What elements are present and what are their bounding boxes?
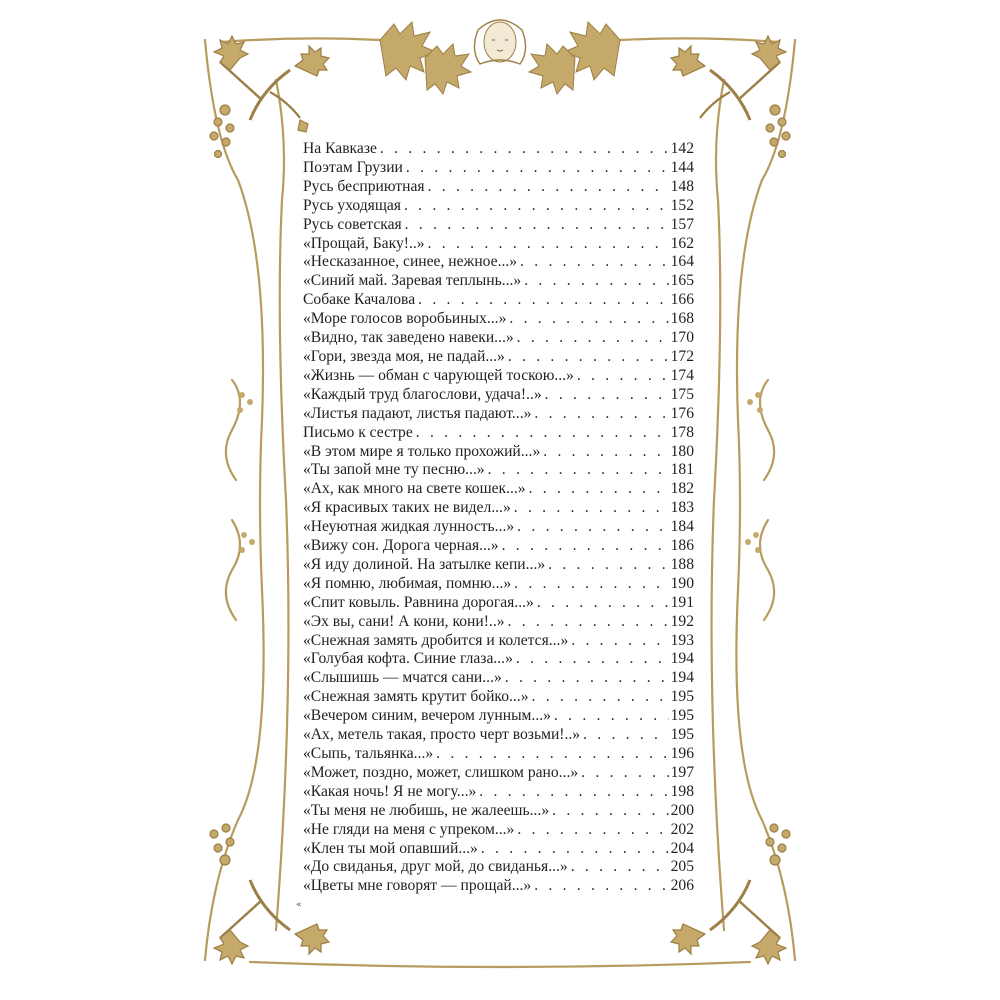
toc-dot-leader <box>524 272 668 291</box>
toc-entry-page-number: 168 <box>670 310 694 328</box>
toc-entry-page-number: 148 <box>670 177 694 195</box>
toc-dot-leader <box>534 405 668 424</box>
toc-dot-leader <box>532 688 669 707</box>
toc-entry <box>303 575 694 594</box>
toc-entry-title: «Снежная замять крутит бойко...» <box>303 688 529 706</box>
toc-entry-title: «Слышишь — мчатся сани...» <box>303 669 502 687</box>
toc-dot-leader <box>545 386 669 405</box>
toc-entry <box>303 329 694 348</box>
toc-entry-page-number: 181 <box>670 461 694 479</box>
toc-dot-leader <box>517 518 668 537</box>
toc-entry-title: «Синий май. Заревая теплынь...» <box>303 272 522 290</box>
toc-entry-title: «В этом мире я только прохожий...» <box>303 442 541 460</box>
toc-entry <box>303 877 694 896</box>
toc-dot-leader <box>571 632 668 651</box>
toc-entry-page-number: 142 <box>670 140 694 157</box>
toc-entry-page-number: 196 <box>670 745 694 762</box>
toc-entry-page-number: 205 <box>670 858 694 876</box>
toc-entry-title: «Я красивых таких не видел...» <box>303 499 511 517</box>
toc-entry <box>303 405 694 424</box>
toc-entry-page-number: 188 <box>670 555 694 573</box>
toc-entry <box>303 707 694 726</box>
toc-entry <box>303 858 694 877</box>
toc-entry <box>303 783 694 802</box>
toc-entry-title: «Ты меня не любишь, не жалеешь...» <box>303 801 550 819</box>
toc-entry-title: Поэтам Грузии <box>303 158 403 176</box>
toc-entry-title: «Какая ночь! Я не могу...» <box>303 782 477 800</box>
toc-entry-title: «Видно, так заведено навеки...» <box>303 329 514 347</box>
right-inner-border <box>712 80 724 930</box>
left-inner-border <box>276 80 288 930</box>
toc-entry-page-number: 178 <box>670 423 694 441</box>
toc-entry-page-number: 176 <box>670 404 694 422</box>
toc-dot-leader <box>583 726 669 745</box>
toc-dot-leader <box>418 291 668 310</box>
toc-entry-page-number: 195 <box>670 688 694 706</box>
toc-entry-title: «Ах, метель такая, просто черт возьми!..» <box>303 726 581 744</box>
toc-entry <box>303 632 694 651</box>
toc-entry <box>303 537 694 556</box>
toc-entry-page-number: 186 <box>670 537 694 555</box>
toc-entry <box>303 802 694 821</box>
toc-entry <box>303 764 694 783</box>
toc-dot-leader <box>514 499 669 518</box>
toc-entry-page-number: 194 <box>670 650 694 668</box>
toc-entry <box>303 291 694 310</box>
toc-entry-title: «Не гляди на меня с упреком...» <box>303 820 515 838</box>
toc-entry-title: «Море голосов воробьиных...» <box>303 310 507 328</box>
toc-entry-page-number: 164 <box>670 253 694 271</box>
toc-entry-page-number: 184 <box>670 518 694 536</box>
toc-entry-title: «Может, поздно, может, слишком рано...» <box>303 763 579 781</box>
toc-entry-title: Русь бесприютная <box>303 177 425 195</box>
right-outer-border <box>736 40 795 960</box>
toc-entry <box>303 499 694 518</box>
toc-entry-title: На Кавказе <box>303 140 377 157</box>
toc-entry-title: «Голубая кофта. Синие глаза...» <box>303 650 513 668</box>
left-outer-border <box>205 40 264 960</box>
toc-entry-page-number: 175 <box>670 385 694 403</box>
toc-dot-leader <box>380 140 669 159</box>
toc-entry-page-number: 197 <box>670 763 694 781</box>
toc-entry <box>303 688 694 707</box>
toc-dot-leader <box>505 669 669 688</box>
toc-dot-leader <box>404 197 669 216</box>
toc-entry-page-number: 166 <box>670 291 694 309</box>
toc-entry-page-number: 193 <box>670 631 694 649</box>
toc-entry-page-number: 182 <box>670 480 694 498</box>
stray-mark: « <box>296 900 302 910</box>
toc-entry-page-number: 183 <box>670 499 694 517</box>
toc-entry-page-number: 192 <box>670 612 694 630</box>
toc-entry <box>303 840 694 859</box>
toc-entry <box>303 594 694 613</box>
toc-entry <box>303 556 694 575</box>
toc-dot-leader <box>514 575 668 594</box>
toc-entry-title: «Неуютная жидкая лунность...» <box>303 518 515 536</box>
toc-entry-title: «Ты запой мне ту песню...» <box>303 461 485 479</box>
toc-entry-title: «Каждый труд благослови, удача!..» <box>303 385 542 403</box>
toc-entry-page-number: 152 <box>670 196 694 214</box>
toc-entry-title: «Прощай, Баку!..» <box>303 234 425 252</box>
toc-dot-leader <box>543 443 668 462</box>
toc-entry-page-number: 180 <box>670 442 694 460</box>
toc-entry-title: «Цветы мне говорят — прощай...» <box>303 877 532 895</box>
toc-entry-title: «Эх вы, сани! А кони, кони!..» <box>303 612 505 630</box>
toc-entry <box>303 272 694 291</box>
top-border-line-right <box>620 38 778 42</box>
toc-entry-title: «Вечером синим, вечером лунным...» <box>303 707 551 725</box>
toc-dot-leader <box>517 821 668 840</box>
toc-entry-page-number: 198 <box>670 782 694 800</box>
toc-entry-title: «Ах, как много на свете кошек...» <box>303 480 526 498</box>
toc-entry-page-number: 202 <box>670 820 694 838</box>
toc-entry-page-number: 174 <box>670 366 694 384</box>
toc-entry <box>303 310 694 329</box>
toc-entry <box>303 367 694 386</box>
toc-entry <box>303 669 694 688</box>
toc-dot-leader <box>571 858 669 877</box>
toc-entry-title: «Спит ковыль. Равнина дорогая...» <box>303 593 534 611</box>
toc-dot-leader <box>436 745 668 764</box>
toc-entry <box>303 424 694 443</box>
toc-entry-page-number: 162 <box>670 234 694 252</box>
toc-entry-title: «Несказанное, синее, нежное...» <box>303 253 518 271</box>
toc-entry-title: «Я иду долиной. На затылке кепи...» <box>303 555 546 573</box>
toc-entry <box>303 650 694 669</box>
toc-entry-page-number: 165 <box>670 272 694 290</box>
toc-entry-title: «Листья падают, листья падают...» <box>303 404 532 422</box>
toc-entry-title: «Я помню, любимая, помню...» <box>303 574 512 592</box>
toc-entry-title: «Гори, звезда моя, не падай...» <box>303 347 505 365</box>
toc-dot-leader <box>552 802 668 821</box>
toc-entry-page-number: 170 <box>670 329 694 347</box>
toc-entry-page-number: 191 <box>670 593 694 611</box>
toc-entry-title: Русь советская <box>303 215 402 233</box>
toc-dot-leader <box>517 329 669 348</box>
toc-dot-leader <box>548 556 668 575</box>
toc-entry <box>303 159 694 178</box>
toc-dot-leader <box>406 159 669 178</box>
toc-dot-leader <box>534 877 668 896</box>
toc-dot-leader <box>405 216 669 235</box>
toc-dot-leader <box>577 367 669 386</box>
toc-dot-leader <box>581 764 668 783</box>
right-vine-2 <box>760 520 774 620</box>
toc-dot-leader <box>479 783 668 802</box>
toc-entry <box>303 348 694 367</box>
toc-entry-title: «Жизнь — обман с чарующей тоскою...» <box>303 366 574 384</box>
maple-leaves-face-icon <box>380 20 620 94</box>
toc-entry <box>303 386 694 405</box>
toc-entry-page-number: 194 <box>670 669 694 687</box>
toc-entry-title: Собаке Качалова <box>303 291 416 309</box>
table-of-contents <box>303 140 694 896</box>
toc-dot-leader <box>508 613 669 632</box>
toc-dot-leader <box>520 253 669 272</box>
toc-entry-page-number: 204 <box>670 839 694 857</box>
toc-entry-title: «Снежная замять дробится и колется...» <box>303 631 569 649</box>
toc-dot-leader <box>509 310 668 329</box>
toc-entry <box>303 613 694 632</box>
toc-entry-page-number: 144 <box>670 158 694 176</box>
toc-entry-title: «Клен ты мой опавший...» <box>303 839 478 857</box>
toc-entry-title: «Сыпь, тальянка...» <box>303 745 434 762</box>
left-vine <box>226 380 240 480</box>
top-border-line <box>222 38 380 42</box>
toc-dot-leader <box>416 424 669 443</box>
toc-entry-page-number: 190 <box>670 574 694 592</box>
toc-dot-leader <box>488 461 669 480</box>
toc-entry-page-number: 206 <box>670 877 694 895</box>
toc-entry <box>303 745 694 764</box>
toc-entry <box>303 480 694 499</box>
toc-dot-leader <box>502 537 669 556</box>
toc-entry-title: Русь уходящая <box>303 196 401 214</box>
toc-entry <box>303 726 694 745</box>
toc-entry <box>303 216 694 235</box>
toc-entry-page-number: 200 <box>670 801 694 819</box>
toc-dot-leader <box>508 348 669 367</box>
toc-entry-page-number: 195 <box>670 726 694 744</box>
bottom-border-line <box>250 962 750 967</box>
toc-dot-leader <box>529 480 669 499</box>
toc-entry <box>303 443 694 462</box>
toc-dot-leader <box>554 707 669 726</box>
toc-entry <box>303 140 694 159</box>
left-vine-2 <box>226 520 240 620</box>
toc-entry <box>303 461 694 480</box>
toc-entry-page-number: 172 <box>670 347 694 365</box>
toc-dot-leader <box>481 840 669 859</box>
toc-entry <box>303 821 694 840</box>
toc-entry-page-number: 157 <box>670 215 694 233</box>
toc-entry <box>303 253 694 272</box>
toc-entry <box>303 518 694 537</box>
toc-dot-leader <box>537 594 669 613</box>
toc-entry <box>303 235 694 254</box>
toc-entry-title: «До свиданья, друг мой, до свиданья...» <box>303 858 568 876</box>
toc-entry-title: Письмо к сестре <box>303 423 413 441</box>
toc-entry <box>303 197 694 216</box>
right-vine <box>760 380 774 480</box>
toc-entry <box>303 178 694 197</box>
toc-entry-page-number: 195 <box>670 707 694 725</box>
toc-dot-leader <box>428 235 669 254</box>
toc-entry-title: «Вижу сон. Дорога черная...» <box>303 537 499 555</box>
toc-dot-leader <box>516 650 669 669</box>
toc-dot-leader <box>428 178 669 197</box>
